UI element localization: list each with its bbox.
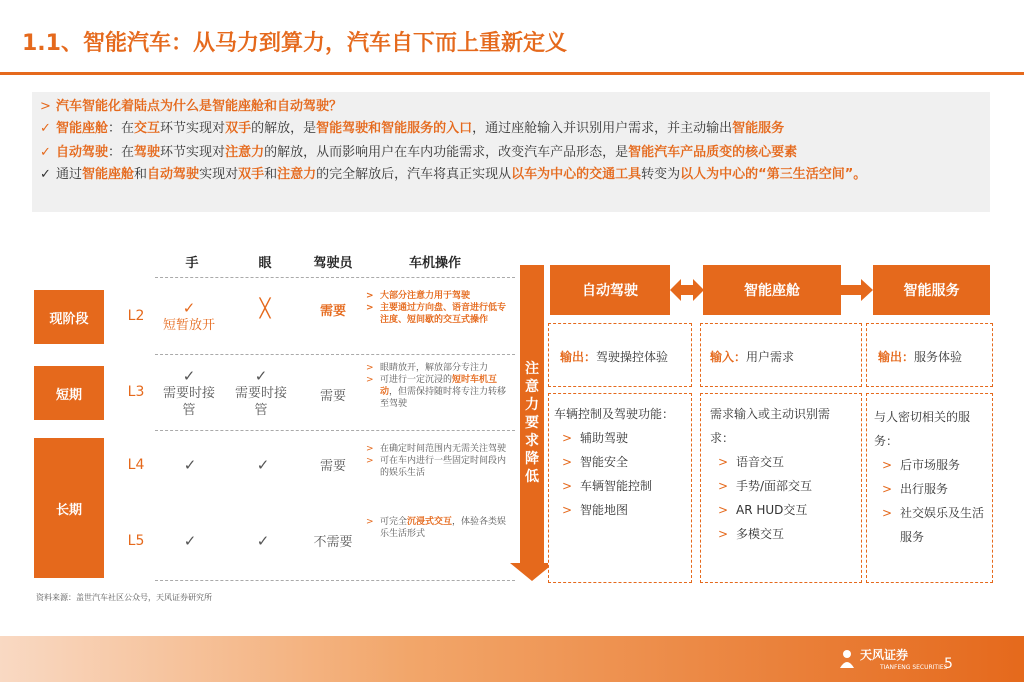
bullet-autodrive: ✓ 自动驾驶：在驾驶环节实现对注意力的解放，从而影响用户在车内功能需求，改变汽车产品形态，是智能汽车产品质变的核心要素	[40, 145, 798, 160]
logo-subtext: TIANFENG SECURITIES	[880, 664, 948, 671]
col-operation: 车机操作	[408, 256, 461, 271]
l2-operation: > 大部分注意力用于驾驶 > 主要通过方向盘、语音进行低专注度、短间歇的交互式操作	[366, 291, 507, 325]
col-driver: 驾驶员	[313, 256, 353, 271]
row-divider	[155, 277, 515, 278]
source-note: 资料来源：盖世汽车社区公众号，天风证券研究所	[36, 593, 212, 602]
list-item: > 手势/面部交互	[717, 479, 813, 493]
l4-eye-check-icon: ✓	[256, 456, 270, 474]
bullet-question: > 汽车智能化着陆点为什么是智能座舱和自动驾驶？	[40, 99, 343, 114]
row-divider	[155, 354, 515, 355]
autodrive-detail: 车辆控制及驾驶功能： > 辅助驾驶 > 智能安全 > 车辆智能控制 > 智能地图	[554, 402, 688, 522]
l5-operation: > 可完全沉浸式交互，体验各类娱乐生活形式	[366, 517, 507, 539]
list-item: > 出行服务	[881, 482, 949, 496]
l2-driver: 需要	[319, 304, 346, 319]
bullet-conclusion: ✓ 通过智能座舱和自动驾驶实现对双手和注意力的完全解放后，汽车将真正实现从以车为中心的交通工具转变为以人为中心的“第三生活空间”。	[40, 167, 867, 182]
cross-icon: ╳	[259, 298, 271, 319]
bullet-cockpit: ✓ 智能座舱：在交互环节实现对双手的解放，是智能驾驶和智能服务的入口，通过座舱输入并识别用户需求，并主动输出智能服务	[40, 121, 785, 136]
stage-long: 长期	[34, 438, 104, 578]
stage-current: 现阶段	[34, 290, 104, 344]
service-header: 智能服务	[873, 265, 990, 315]
double-arrow-icon	[670, 277, 704, 303]
autodrive-header: 自动驾驶	[550, 265, 670, 315]
row-divider	[155, 430, 515, 431]
list-item: > 语音交互	[717, 455, 785, 469]
logo-icon	[838, 648, 856, 670]
row-divider	[155, 580, 515, 581]
l3-operation: > 眼睛放开，解放部分专注力 > 可进行一定沉浸的短时车机互动，但需保持随时将专注力转移至驾驶	[366, 363, 507, 409]
l3-driver: 需要	[319, 389, 346, 404]
l3-hand: ✓ 需要时接管	[162, 367, 215, 418]
l4-operation: > 在确定时间范围内无需关注驾驶 > 可在车内进行一些固定时间段内的娱乐生活	[366, 444, 507, 478]
l5-driver: 不需要	[313, 535, 353, 550]
list-item: > 多模交互	[717, 527, 785, 541]
l4-driver: 需要	[319, 459, 346, 474]
page-title: 1.1、智能汽车：从马力到算力，汽车自下而上重新定义	[22, 31, 567, 56]
level-l5: L5	[127, 533, 145, 549]
list-item: > 辅助驾驶	[561, 431, 629, 445]
l4-hand-check-icon: ✓	[183, 456, 197, 474]
list-item: > 社交娱乐及生活服务	[881, 506, 985, 544]
service-output: 输出：服务体验	[878, 350, 963, 364]
service-detail: 与人密切相关的服务： > 后市场服务 > 出行服务 > 社交娱乐及生活服务	[874, 405, 986, 549]
summary-box	[32, 92, 990, 212]
logo-text: 天风证券	[860, 648, 909, 662]
attention-arrow-label: 注意力要求降低	[525, 361, 539, 485]
level-l4: L4	[127, 457, 145, 473]
cockpit-detail: 需求输入或主动识别需求： > 语音交互 > 手势/面部交互 > AR HUD交互 > 多模交互	[710, 402, 850, 546]
l5-hand-check-icon: ✓	[183, 532, 197, 550]
cockpit-header: 智能座舱	[703, 265, 841, 315]
list-item: > 车辆智能控制	[561, 479, 653, 493]
title-divider	[0, 72, 1024, 75]
list-item: > 智能安全	[561, 455, 629, 469]
list-item: > 后市场服务	[881, 458, 961, 472]
arrow-right-icon	[841, 277, 873, 303]
autodrive-output: 输出：驾驶操控体验	[560, 350, 669, 364]
level-l3: L3	[127, 384, 145, 400]
l3-eye: ✓ 需要时接管	[234, 367, 287, 418]
col-eye: 眼	[258, 256, 272, 271]
page-number: 5	[944, 656, 953, 672]
l5-eye-check-icon: ✓	[256, 532, 270, 550]
col-hand: 手	[185, 256, 199, 271]
list-item: > 智能地图	[561, 503, 629, 517]
list-item: > AR HUD交互	[717, 503, 808, 517]
cockpit-input: 输入：用户需求	[710, 350, 795, 364]
level-l2: L2	[127, 308, 145, 324]
stage-short: 短期	[34, 366, 104, 420]
l2-hand: ✓ 短暂放开	[162, 299, 215, 333]
